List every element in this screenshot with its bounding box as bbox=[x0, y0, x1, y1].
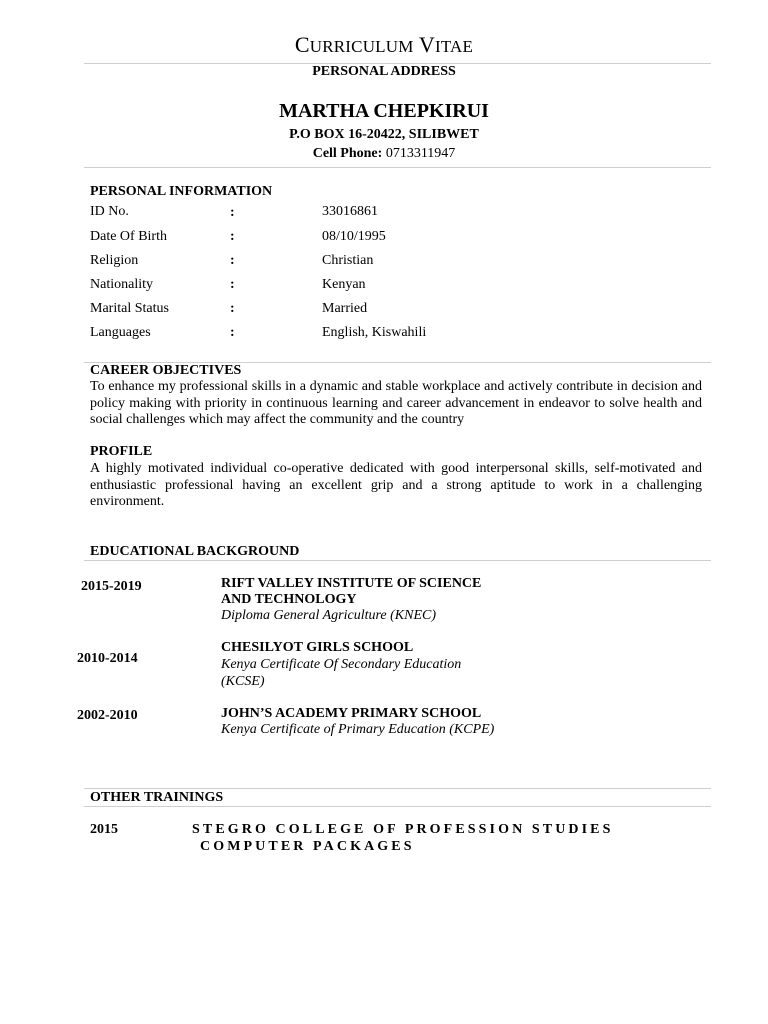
info-colon: : bbox=[230, 325, 235, 340]
education-school-3: JOHN’S ACADEMY PRIMARY SCHOOL bbox=[221, 706, 482, 721]
personal-information-heading: PERSONAL INFORMATION bbox=[90, 184, 273, 199]
education-school-2: CHESILYOT GIRLS SCHOOL bbox=[221, 640, 414, 655]
education-school-1-line2: AND TECHNOLOGY bbox=[221, 592, 357, 607]
title-rest-urriculum: URRICULUM bbox=[309, 37, 414, 56]
info-label-id: ID No. bbox=[90, 204, 129, 219]
info-colon: : bbox=[230, 253, 235, 268]
candidate-name: MARTHA CHEPKIRUI bbox=[279, 100, 489, 122]
cell-phone-line bbox=[0, 146, 768, 162]
info-value-nationality: Kenyan bbox=[322, 277, 366, 292]
cell-phone-value: 0713311947 bbox=[382, 146, 456, 161]
other-trainings-divider bbox=[84, 788, 711, 789]
education-award-3: Kenya Certificate of Primary Education (KCPE) bbox=[221, 722, 495, 737]
info-label-languages: Languages bbox=[90, 325, 151, 340]
education-years-2: 2010-2014 bbox=[77, 651, 138, 666]
title-rest-itae: ITAE bbox=[434, 37, 474, 56]
education-award-2-line2: (KCSE) bbox=[221, 674, 265, 689]
education-divider bbox=[84, 560, 711, 561]
po-box: P.O BOX 16-20422, SILIBWET bbox=[289, 127, 479, 142]
cell-phone-label: Cell Phone: bbox=[312, 146, 383, 161]
info-colon: : bbox=[230, 277, 235, 292]
title-initial-c: C bbox=[294, 32, 310, 57]
info-value-marital-status: Married bbox=[322, 301, 368, 316]
info-value-languages: English, Kiswahili bbox=[322, 325, 427, 340]
other-trainings-underline bbox=[84, 806, 711, 807]
header-divider bbox=[84, 167, 711, 168]
page-title bbox=[0, 32, 768, 58]
info-value-dob: 08/10/1995 bbox=[322, 229, 386, 244]
info-label-marital-status: Marital Status bbox=[90, 301, 169, 316]
info-label-nationality: Nationality bbox=[90, 277, 153, 292]
training-institution: STEGRO COLLEGE OF PROFESSION STUDIES bbox=[192, 822, 614, 837]
educational-background-heading: EDUCATIONAL BACKGROUND bbox=[90, 544, 300, 559]
career-objectives-heading: CAREER OBJECTIVES bbox=[90, 363, 242, 378]
education-years-3: 2002-2010 bbox=[77, 708, 138, 723]
education-award-2-line1: Kenya Certificate Of Secondary Education bbox=[221, 657, 462, 672]
title-initial-v: V bbox=[418, 32, 435, 57]
personal-address-label: PERSONAL ADDRESS bbox=[312, 64, 456, 79]
info-value-id: 33016861 bbox=[322, 204, 378, 219]
info-label-dob: Date Of Birth bbox=[90, 229, 167, 244]
training-course: COMPUTER PACKAGES bbox=[200, 839, 415, 854]
training-year: 2015 bbox=[90, 822, 118, 837]
education-school-1-line1: RIFT VALLEY INSTITUTE OF SCIENCE bbox=[221, 576, 482, 591]
career-objectives-text: To enhance my professional skills in a dynamic and stable workplace and actively contribute in decision and policy making with priority in continuous learning and career advancement in endeavor to solve health and social challenges which may affect the community and the country bbox=[90, 379, 702, 428]
info-value-religion: Christian bbox=[322, 253, 374, 268]
info-colon: : bbox=[230, 205, 235, 220]
other-trainings-heading: OTHER TRAININGS bbox=[90, 790, 224, 805]
profile-heading: PROFILE bbox=[90, 444, 153, 459]
profile-text: A highly motivated individual co-operative dedicated with good interpersonal skills, self-motivated and enthusiastic professional having an excellent grip and a strong aptitude to work in a challenging environment. bbox=[90, 461, 702, 510]
education-award-1: Diploma General Agriculture (KNEC) bbox=[221, 608, 437, 623]
info-label-religion: Religion bbox=[90, 253, 139, 268]
info-colon: : bbox=[230, 229, 235, 244]
info-colon: : bbox=[230, 301, 235, 316]
education-years-1: 2015-2019 bbox=[81, 579, 142, 594]
